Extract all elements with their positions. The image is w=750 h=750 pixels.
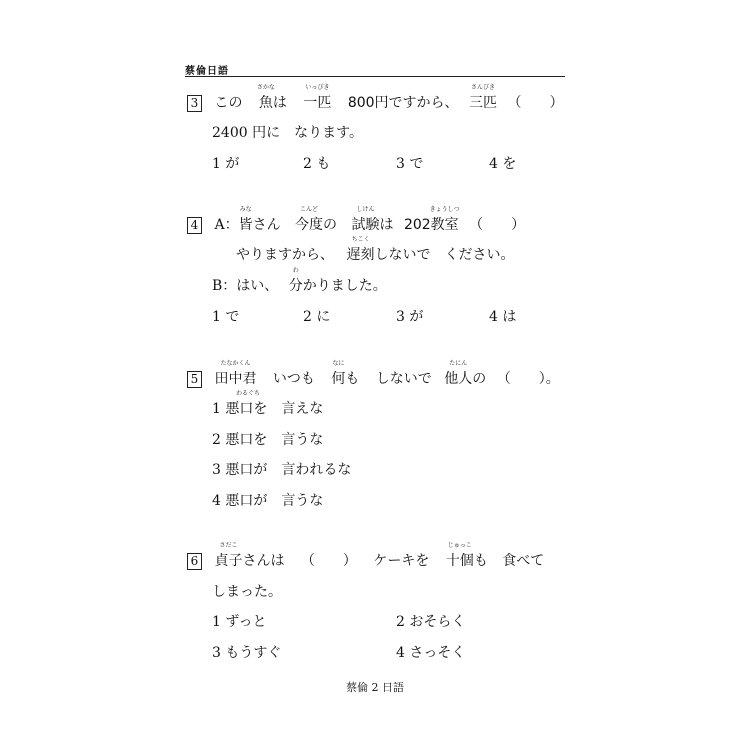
q6-option-3: 3 もうすぐ [212, 645, 282, 661]
q5-option-4: 4 悪口が 言うな [212, 493, 324, 509]
answer-blank: （ ）。 [496, 371, 560, 387]
question-3-line-2: 2400 円に なります。 [212, 125, 363, 141]
question-number-box: 3 [187, 95, 202, 112]
q6-option-4: 4 さっそく [396, 645, 466, 661]
question-number-box: 5 [187, 371, 202, 388]
answer-blank: （ ） [469, 217, 526, 233]
q3-option-1: 1 が [212, 156, 240, 172]
question-4-line-1: 4 A： みな 皆さん こんど 今度の しけん 試験は 202 きょうしつ 教室 （ ） [187, 217, 525, 234]
q4-option-4: 4 は [489, 309, 517, 325]
question-number-box: 4 [187, 217, 202, 234]
answer-blank: （ ） [507, 95, 564, 111]
question-6-line-2: しまった。 [212, 584, 282, 600]
q3-option-2: 2 も [303, 156, 331, 172]
q5-option-3: 3 悪口が 言われるな [212, 462, 352, 478]
question-3-line-1: 3 この さかな 魚は いっぴき 一匹 800円ですから、 さんびき 三匹 （ ） [187, 95, 563, 112]
q4-option-1: 1 で [212, 309, 240, 325]
question-5-line-1: 5 たなかくん 田中君 いつも なに 何も しないで たにん 他人の （ ）。 [187, 371, 560, 388]
header-title: 蔡倫日語 [185, 66, 229, 77]
question-4-line-3: B：はい、 わ 分かりました。 [212, 267, 387, 294]
q5-option-2: 2 悪口を 言うな [212, 432, 324, 448]
q6-option-1: 1 ずっと [212, 614, 267, 630]
q3-option-3: 3 で [396, 156, 424, 172]
question-number-box: 6 [187, 553, 202, 570]
q6-option-2: 2 おそらく [396, 614, 466, 630]
q4-option-2: 2 に [303, 309, 331, 325]
q3-option-4: 4 を [489, 156, 517, 172]
answer-blank: （ ） [300, 553, 357, 569]
page-header [185, 64, 565, 77]
q5-option-1: わるぐち 1 悪口を 言えな [212, 390, 324, 417]
page-footer: 蔡倫 2 日語 [346, 681, 404, 694]
question-6-line-1: 6 さだこ 貞子さんは （ ） ケーキを じゅっこ 十個も 食べて [187, 553, 544, 570]
question-4-line-2: やりますから、 ちこく 遅刻しないで ください。 [236, 236, 515, 263]
q4-option-3: 3 が [396, 309, 424, 325]
